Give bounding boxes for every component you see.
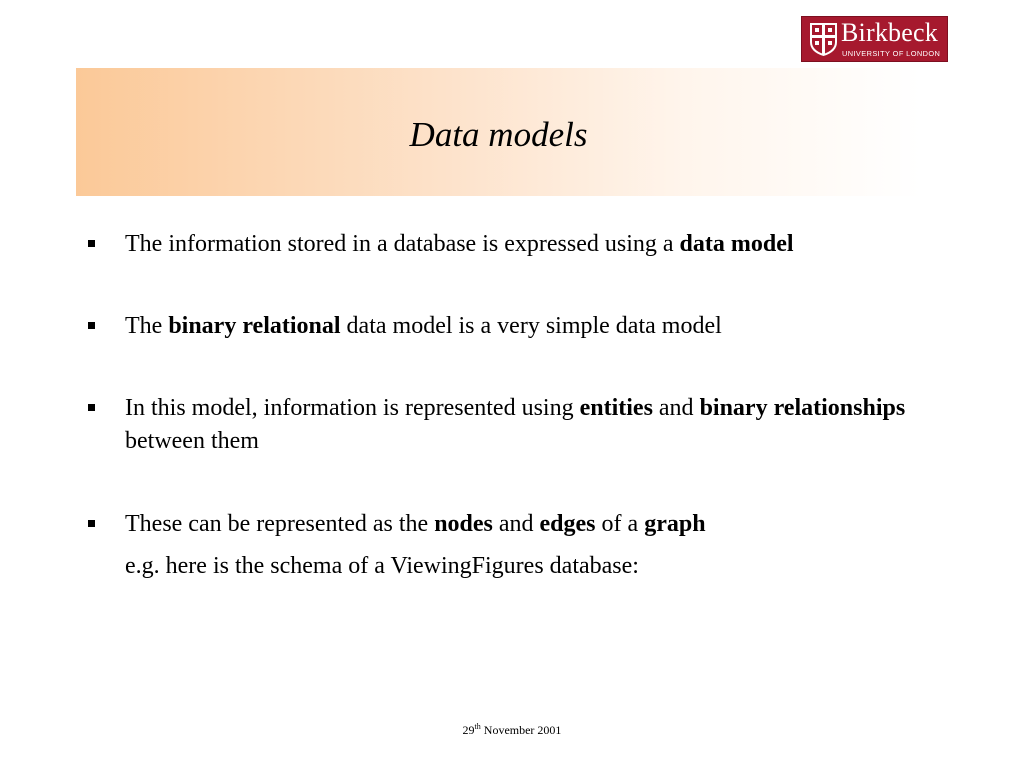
bullet-marker-icon [88, 322, 95, 329]
bold-term: binary relationships [699, 395, 906, 421]
bullet-continuation: e.g. here is the schema of a ViewingFigures database: [125, 553, 639, 579]
text-segment: The information stored in a database is expressed using a [125, 231, 680, 257]
text-segment: of a [595, 511, 645, 537]
crest-icon [809, 22, 838, 57]
bullet-text [125, 508, 925, 541]
text-segment: In this model, information is represented using [125, 395, 580, 421]
bold-term: binary relational [168, 313, 341, 339]
title-band [76, 68, 921, 196]
bullet-marker-icon [88, 240, 95, 247]
bold-term: entities [579, 395, 653, 421]
text-segment: The [125, 313, 169, 339]
footer-day-suffix: th [474, 722, 481, 731]
footer-day: 29 [462, 723, 475, 737]
text-segment: and [492, 511, 540, 537]
slide-title: Data models [409, 115, 588, 154]
footer-month-year: November 2001 [480, 723, 562, 737]
bullet-text [125, 228, 925, 261]
logo-subtitle: UNIVERSITY OF LONDON [842, 49, 941, 58]
bullet-marker-icon [88, 404, 95, 411]
bullet-marker-icon [88, 520, 95, 527]
bold-term: data model [679, 231, 794, 257]
text-segment: data model is a very simple data model [340, 313, 722, 339]
text-segment: between them [125, 428, 259, 454]
bullet-text [125, 392, 925, 458]
bold-term: nodes [434, 511, 493, 537]
birkbeck-logo [801, 16, 948, 62]
logo-name: Birkbeck [841, 18, 938, 47]
footer-date [0, 722, 1024, 738]
bold-term: graph [644, 511, 706, 537]
text-segment: and [652, 395, 700, 421]
bullet-text [125, 310, 925, 343]
text-segment: These can be represented as the [125, 511, 435, 537]
bold-term: edges [539, 511, 596, 537]
